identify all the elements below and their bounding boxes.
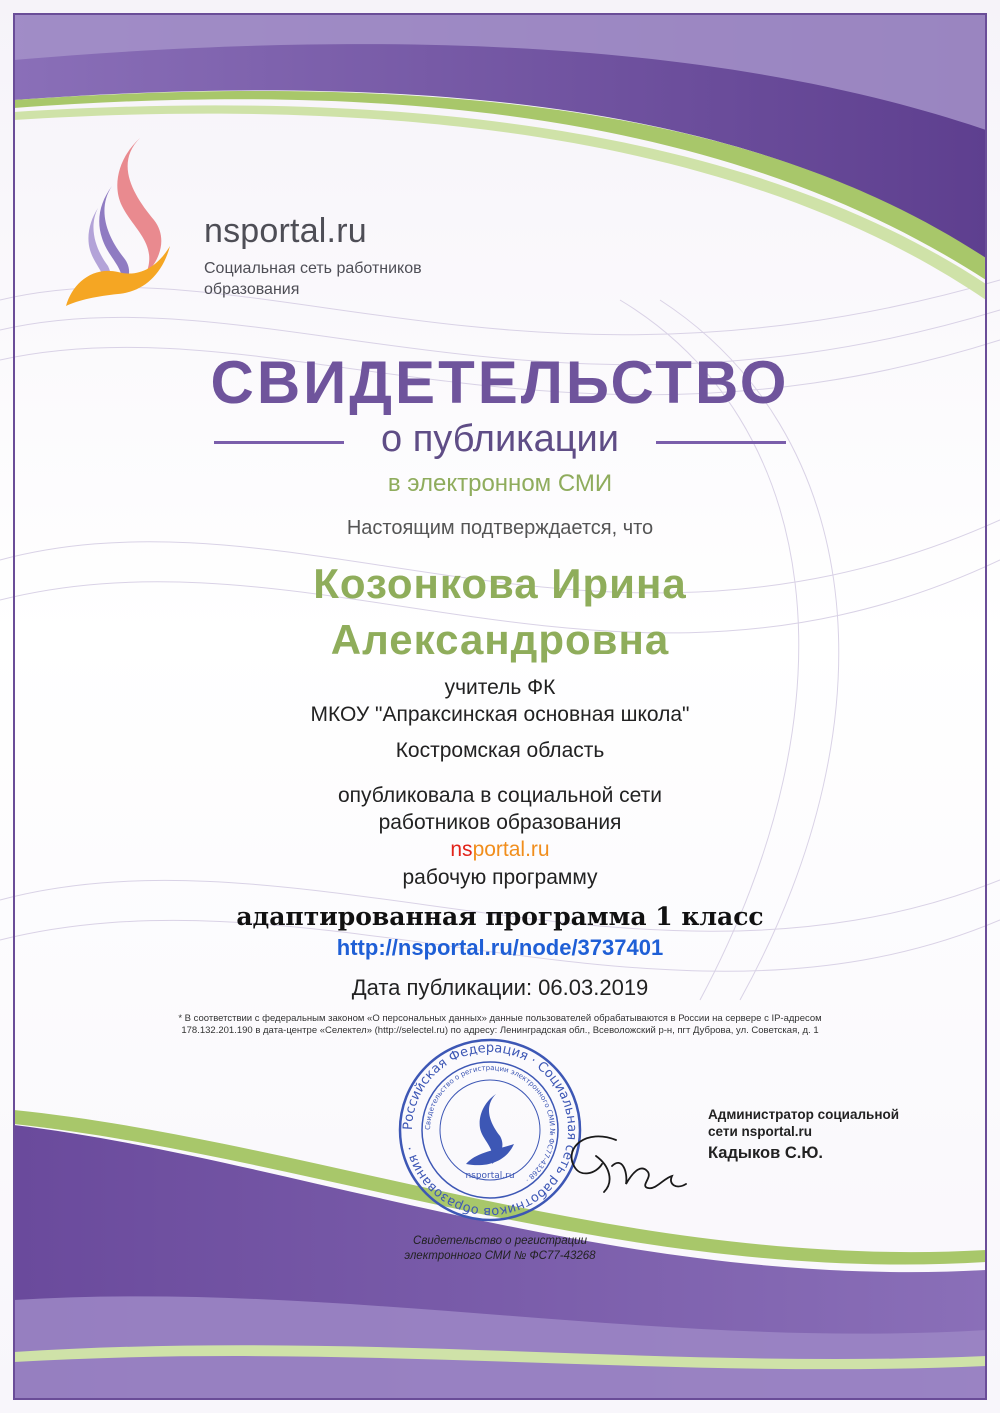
subtitle-divider-right xyxy=(656,441,786,444)
recipient-name-line2: Александровна xyxy=(330,616,670,663)
published-statement-line2: работников образования xyxy=(378,811,622,834)
certificate-subtitle: о публикации xyxy=(381,418,619,460)
certificate-subtitle-media: в электронном СМИ xyxy=(387,470,613,497)
site-wordmark-ns: ns xyxy=(450,838,473,861)
site-wordmark-portal: portal.ru xyxy=(472,838,550,861)
site-wordmark xyxy=(0,836,1000,863)
footnote-line2: 178.132.201.190 в дата-центре «Селектел» (http://selectel.ru) по адресу: Ленинградская обл., Всеволожский р-н, пгт Дуброва, ул. Советская, д. 1 xyxy=(181,1025,819,1036)
registration-note xyxy=(360,1234,640,1264)
brand-tagline xyxy=(204,258,484,300)
published-statement-line1: опубликовала в социальной сети xyxy=(337,784,663,807)
work-link[interactable]: http://nsportal.ru/node/3737401 xyxy=(336,935,664,960)
confirmation-intro: Настоящим подтверждается, что xyxy=(346,517,654,539)
data-processing-footnote xyxy=(120,1013,880,1037)
registration-note-line2: электронного СМИ № ФС77-43268 xyxy=(404,1250,596,1262)
administrator-signature xyxy=(556,1126,706,1206)
stamp-center-label: nsportal.ru xyxy=(465,1171,515,1181)
work-type: рабочую программу xyxy=(402,866,598,889)
footnote-line1: * В соответствии с федеральным законом «О персональных данных» данные пользователей обрабатываются в России на сервере с IP-адресом xyxy=(178,1013,822,1024)
certificate-subtitle-row xyxy=(0,418,1000,462)
recipient-position: учитель ФК xyxy=(444,676,556,699)
stamp-inner-text: Свидетельство о регистрации электронного СМИ № ФС77-43268 · xyxy=(423,1063,557,1184)
stamp-outer-text: Российская Федерация · Социальная сеть работников образования · xyxy=(400,1040,580,1220)
administrator-role-line2: сети nsportal.ru xyxy=(708,1124,813,1139)
work-title: адаптированная программа 1 класс xyxy=(236,902,764,931)
recipient-school: МКОУ "Апраксинская основная школа" xyxy=(310,703,690,726)
administrator-role xyxy=(708,1106,928,1140)
administrator-role-line1: Администратор социальной xyxy=(708,1107,900,1122)
recipient-name-line1: Козонкова Ирина xyxy=(313,560,687,607)
registration-note-line1: Свидетельство о регистрации xyxy=(413,1235,587,1247)
brand-tagline-line2: образования xyxy=(204,281,300,298)
administrator-name: Кадыков С.Ю. xyxy=(708,1144,823,1162)
recipient-region: Костромская область xyxy=(395,739,605,762)
brand-site-name: nsportal.ru xyxy=(204,212,367,250)
publication-date: Дата публикации: 06.03.2019 xyxy=(351,975,649,1000)
nsportal-logo-icon xyxy=(62,134,172,310)
certificate-title: СВИДЕТЕЛЬСТВО xyxy=(210,349,790,416)
brand-tagline-line1: Социальная сеть работников xyxy=(204,260,422,277)
recipient-name xyxy=(0,556,1000,668)
